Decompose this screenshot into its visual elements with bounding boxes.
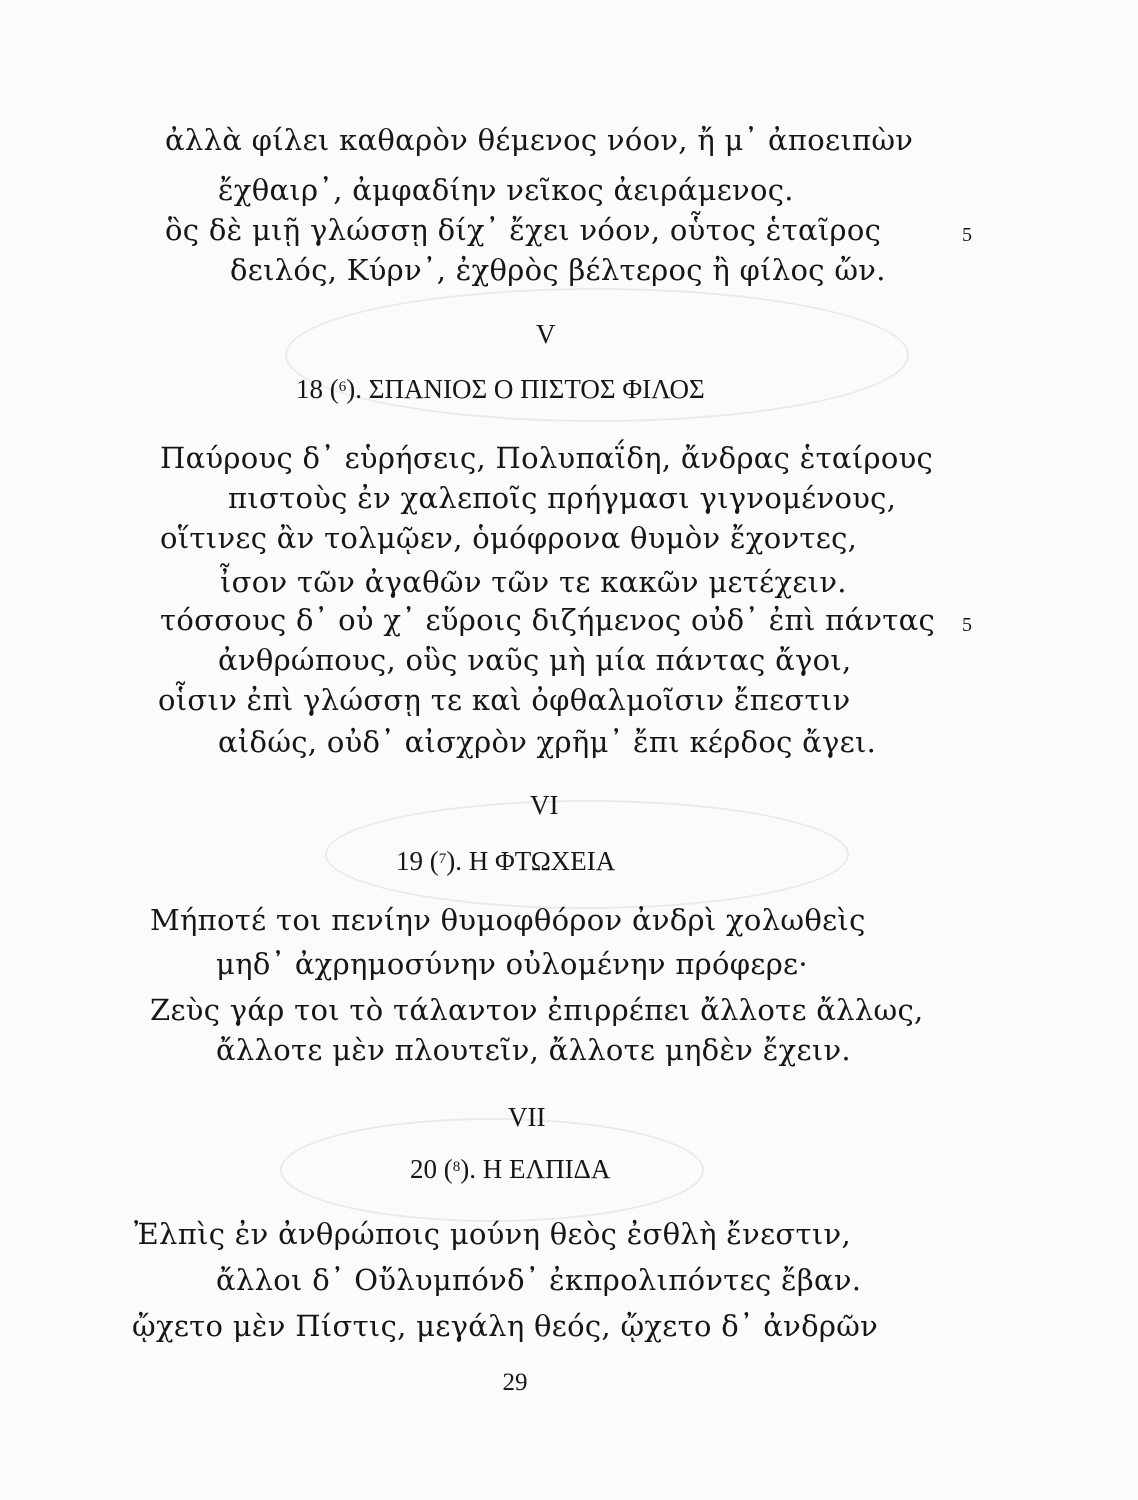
poem-number: 18 <box>296 374 323 404</box>
line-number: 5 <box>962 224 972 246</box>
poem-title: ΣΠΑΝΙΟΣ Ο ΠΙΣΤΟΣ ΦΙΛΟΣ <box>368 374 705 404</box>
section-numeral: VI <box>530 790 559 820</box>
verse-line: Μήποτέ τοι πενίην θυμοφθόρον ἀνδρὶ χολωθεὶς <box>150 903 866 937</box>
poem-number: 20 <box>410 1154 437 1184</box>
verse-line: ἄλλοι δ᾽ Οὔλυμπόνδ᾽ ἐκπρολιπόντες ἔβαν. <box>216 1263 862 1297</box>
poem-heading: 18 ($^6$). ΣΠΑΝΙΟΣ Ο ΠΙΣΤΟΣ ΦΙΛΟΣ <box>296 374 705 404</box>
verse-line: δειλός, Κύρν᾽, ἐχθρὸς βέλτερος ἢ φίλος ὤν. <box>230 253 886 287</box>
line-number: 5 <box>962 614 972 636</box>
verse-line: πιστοὺς ἐν χαλεποῖς πρήγμασι γιγνομένους, <box>228 481 897 515</box>
verse-line: οἵτινες ἂν τολμῷεν, ὁμόφρονα θυμὸν ἔχοντες, <box>160 521 858 555</box>
verse-line: μηδ᾽ ἀχρημοσύνην οὐλομένην πρόφερε· <box>216 947 808 981</box>
page-number: 29 <box>502 1369 528 1396</box>
verse-line: ἄλλοτε μὲν πλουτεῖν, ἄλλοτε μηδὲν ἔχειν. <box>216 1033 851 1067</box>
section-numeral: VII <box>508 1102 546 1132</box>
verse-line: αἰδώς, οὐδ᾽ αἰσχρὸν χρῆμ᾽ ἔπι κέρδος ἄγει. <box>218 725 877 759</box>
verse-line: ἔχθαιρ᾽, ἀμφαδίην νεῖκος ἀειράμενος. <box>218 173 794 207</box>
poem-title: Η ΦΤΩΧΕΙΑ <box>468 846 616 876</box>
verse-line: Ζεὺς γάρ τοι τὸ τάλαντον ἐπιρρέπει ἄλλοτε ἄλλως, <box>150 993 924 1027</box>
verse-line: ἶσον τῶν ἀγαθῶν τῶν τε κακῶν μετέχειν. <box>220 565 847 599</box>
verse-line: ἀλλὰ φίλει καθαρὸν θέμενος νόον, ἤ μ᾽ ἀποειπὼν <box>165 123 914 157</box>
verse-line: Ἐλπὶς ἐν ἀνθρώποις μούνη θεὸς ἐσθλὴ ἔνεστιν, <box>134 1217 851 1251</box>
verse-line: ᾤχετο μὲν Πίστις, μεγάλη θεός, ᾤχετο δ᾽ ἀνδρῶν <box>132 1309 879 1343</box>
verse-line: οἷσιν ἐπὶ γλώσσῃ τε καὶ ὀφθαλμοῖσιν ἔπεστιν <box>158 683 851 717</box>
poem-reference: 7 <box>438 851 447 867</box>
verse-line: ὃς δὲ μιῇ γλώσσῃ δίχ᾽ ἔχει νόον, οὗτος ἑταῖρος <box>165 213 882 247</box>
verse-line: τόσσους δ᾽ οὐ χ᾽ εὕροις διζήμενος οὐδ᾽ ἐπὶ πάντας <box>160 603 936 637</box>
poem-number: 19 <box>396 846 423 876</box>
poem-heading: 19 ($^7$). Η ΦΤΩΧΕΙΑ <box>396 846 616 876</box>
poem-heading: 20 ($^8$). Η ΕΛΠΙΔΑ <box>410 1154 611 1184</box>
verse-line: ἀνθρώπους, οὓς ναῦς μὴ μία πάντας ἄγοι, <box>218 643 852 677</box>
section-numeral: V <box>536 319 556 349</box>
poem-title: Η ΕΛΠΙΔΑ <box>482 1154 611 1184</box>
poem-reference: 6 <box>338 379 347 395</box>
poem-reference: 8 <box>452 1159 461 1175</box>
verse-line: Παύρους δ᾽ εὑρήσεις, Πολυπαΐδη, ἄνδρας ἑταίρους <box>160 441 934 475</box>
